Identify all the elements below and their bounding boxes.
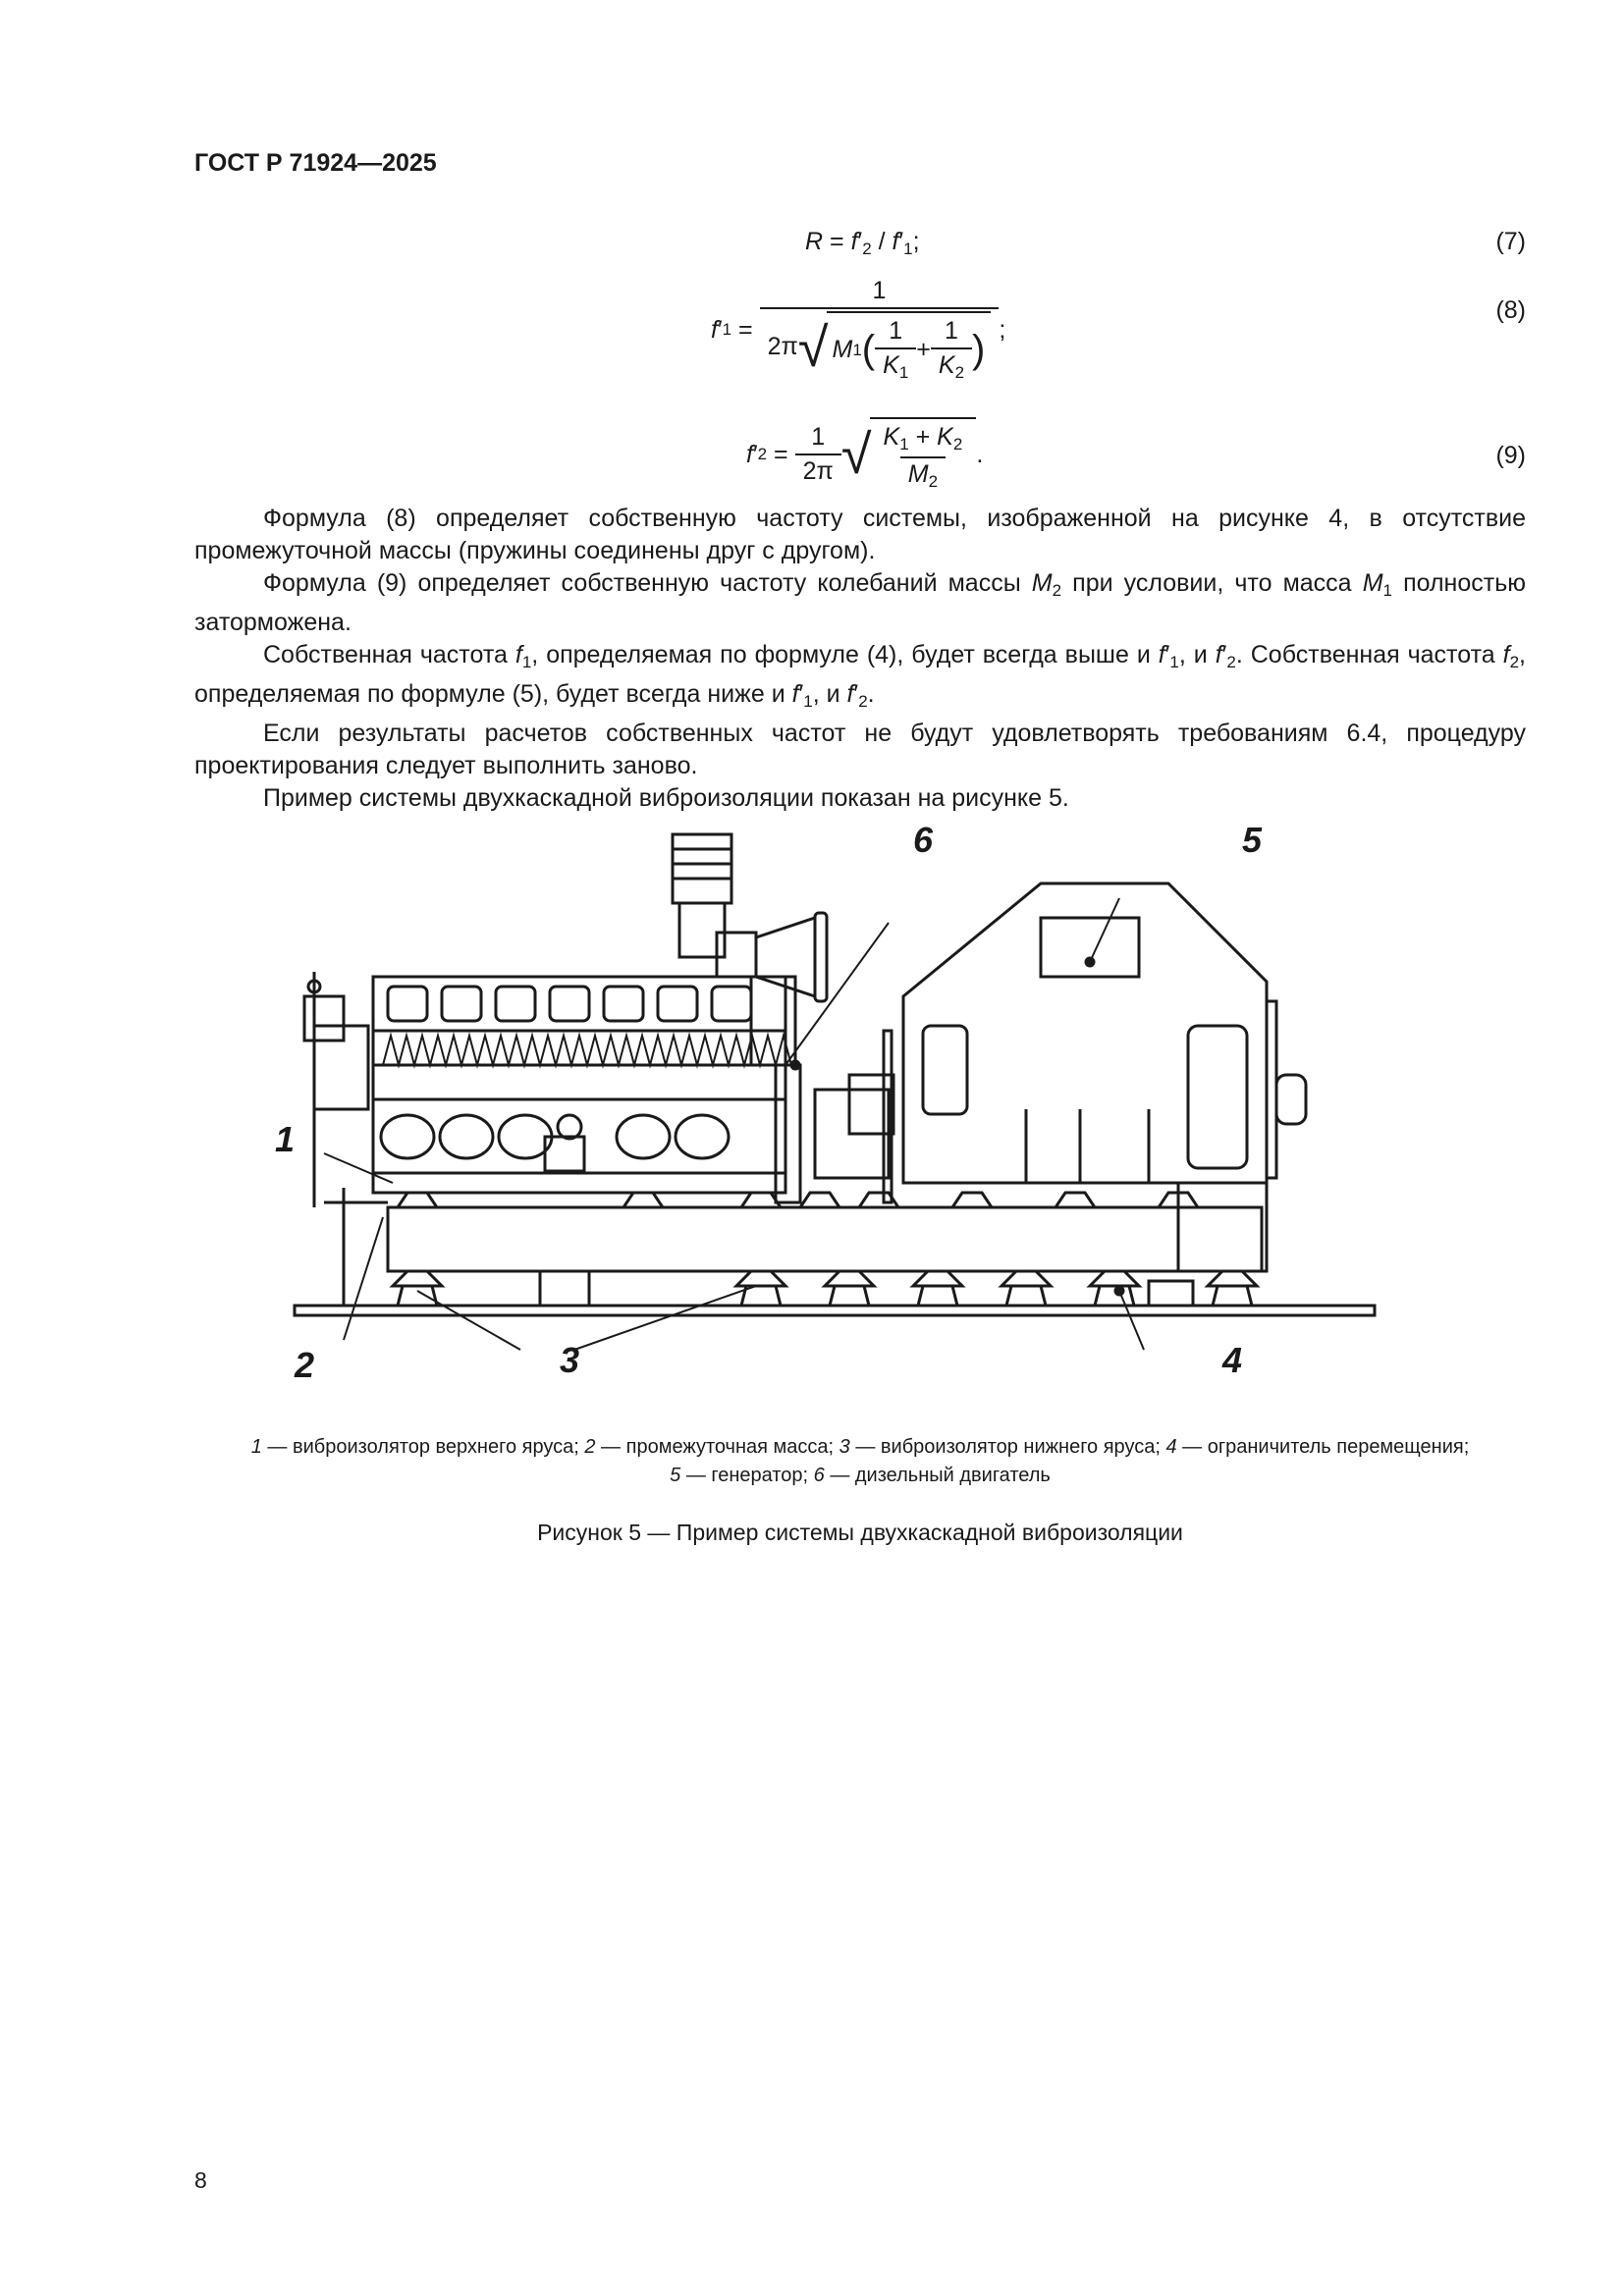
figure-5: [275, 820, 1384, 1404]
formula-9-number: (9): [1495, 442, 1526, 469]
formula-7: $R = f'_2 / f'_1$;: [805, 228, 920, 258]
formula-9: f ′ 2 = $\frac{1}{2\pi}$ √ $\frac{K_1 + K_2}{M_2}$ .: [746, 417, 983, 492]
paragraph-2: Формула (9) определяет собственную частоту колебаний массы $M_2$ при условии, что масса $M_1$ полностью заторможена.: [194, 569, 1526, 636]
label-1: 1: [275, 1119, 296, 1159]
label-4: 4: [1222, 1340, 1243, 1380]
page-number: 8: [194, 2167, 207, 2193]
lower-isolators: [393, 1271, 1257, 1306]
figure-caption: Рисунок 5 — Пример системы двухкаскадной виброизоляции: [537, 1520, 1183, 1545]
paragraph-5: Пример системы двухкаскадной виброизоляции показан на рисунке 5.: [263, 784, 1069, 812]
label-5: 5: [1242, 820, 1263, 860]
document-header: ГОСТ Р 71924—2025: [194, 149, 437, 177]
label-6: 6: [913, 820, 934, 860]
diesel-generator-drawing: [285, 825, 1384, 1404]
label-3: 3: [560, 1340, 580, 1380]
figure-legend: 1 — виброизолятор верхнего яруса; 2 — промежуточная масса; 3 — виброизолятор нижнего яруса; 4 — ограничитель перемещения; 5 — генератор; 6 — дизельный двигатель: [250, 1436, 1470, 1486]
body-text: [194, 503, 1526, 815]
generator: [815, 883, 1306, 1271]
label-2: 2: [295, 1345, 315, 1385]
paragraph-1: Формула (8) определяет собственную частоту системы, изображенной на рисунке 4, в отсутствие промежуточной массы (пружины соединены друг с другом).: [194, 505, 1526, 564]
formula-8: f ′ 1 = 1 2π √ M 1 ( $\frac{1}{K_1}$ + $\frac{1}{K_2}$ ) ;: [711, 277, 1006, 382]
paragraph-3: Собственная частота $f_1$, определяемая по формуле (4), будет всегда выше и $f'_1$, и $f'_2$. Собственная частота $f_2$, определяемая по формуле (5), будет всегда ниже и $f'_1$, и $f'_2$.: [194, 641, 1526, 711]
diesel-engine: [304, 834, 827, 1207]
formula-8-number: (8): [1495, 296, 1526, 324]
formula-7-number: (7): [1495, 228, 1526, 255]
upper-isolators: [398, 1193, 1198, 1207]
paragraph-4: Если результаты расчетов собственных частот не будут удовлетворять требованиям 6.4, процедуру проектирования следует выполнить заново.: [194, 720, 1526, 779]
